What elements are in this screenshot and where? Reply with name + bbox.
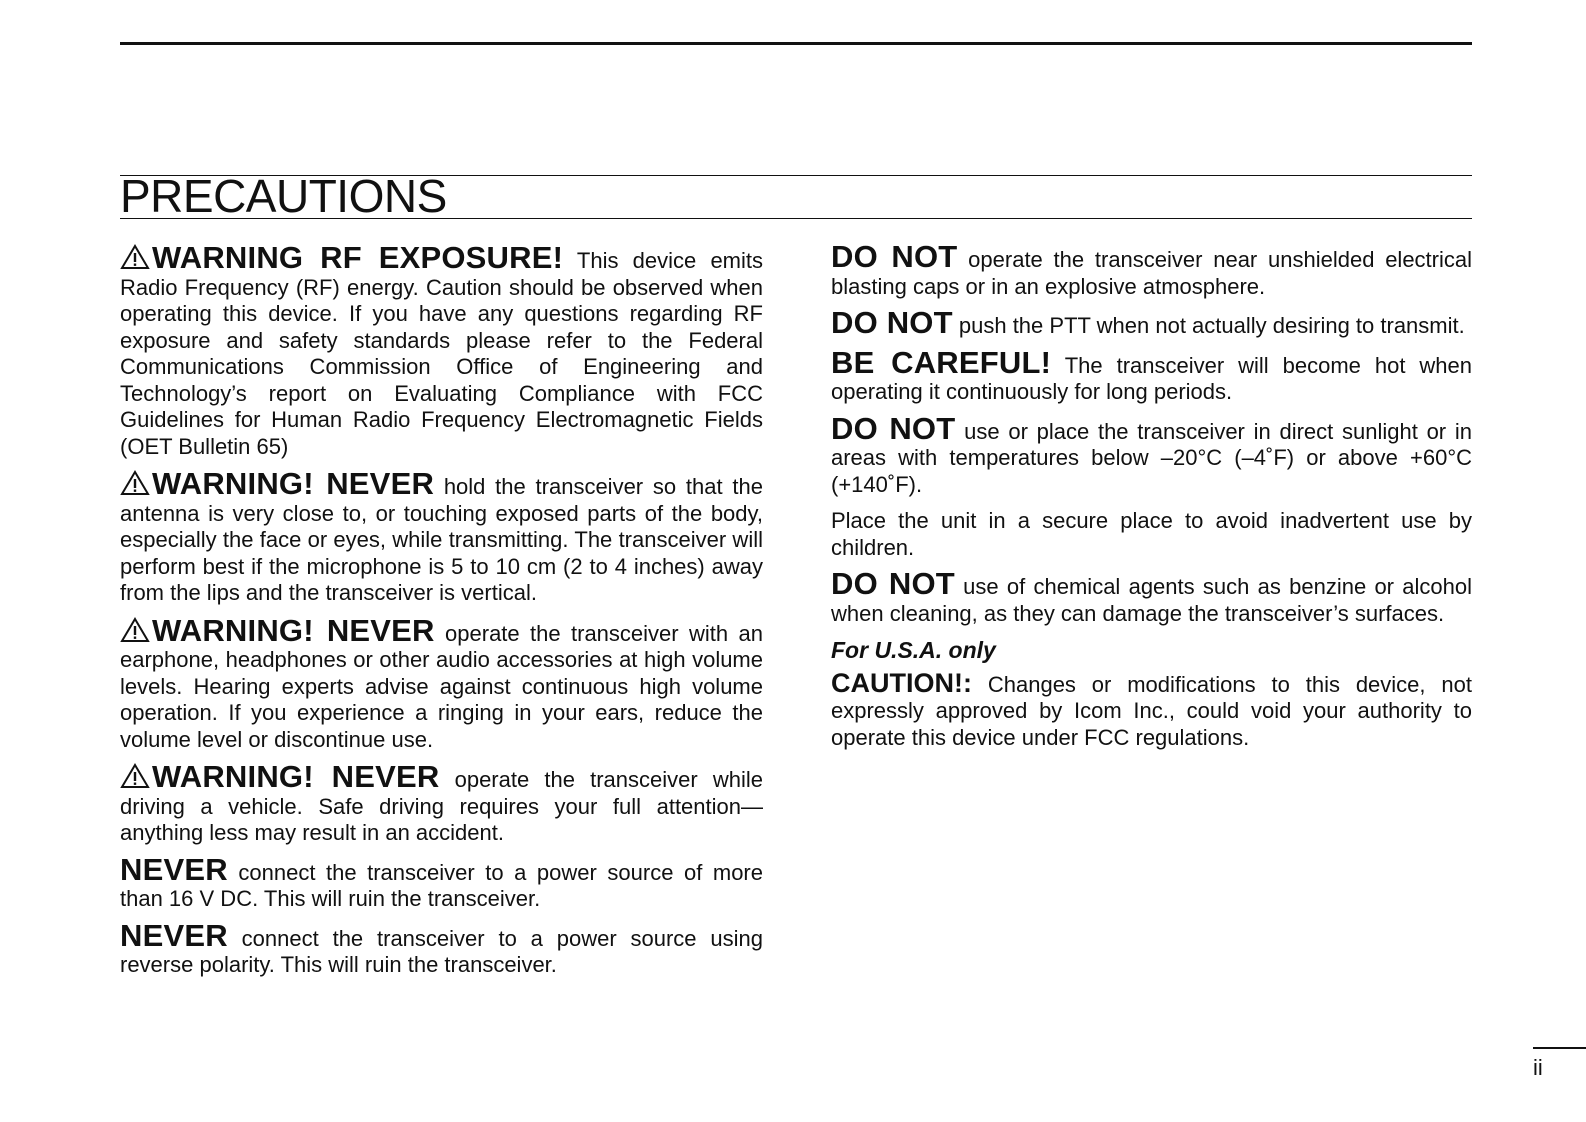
paragraph-text: operate the transceiver near unshielded electrical blasting caps or in an explosive atmosphere. bbox=[831, 247, 1473, 299]
paragraph-text: The transceiver will become hot when operating it continuously for long periods. bbox=[831, 352, 1472, 404]
page-number: ii bbox=[1533, 1055, 1543, 1080]
page-title: PRECAUTIONS bbox=[120, 170, 447, 222]
paragraph-text: connect the transceiver to a power source using reverse polarity. This will ruin the transceiver. bbox=[120, 925, 763, 977]
blasting-caps-caution bbox=[831, 239, 1473, 300]
paragraph-lead: DO NOT bbox=[831, 305, 953, 340]
paragraph-text: operate the transceiver while driving a vehicle. Safe driving requires your full attention—anything less may result in an accident. bbox=[120, 767, 763, 845]
power-voltage-caution bbox=[120, 851, 763, 913]
paragraph-text: hold the transceiver so that the antenna is very close to, or touching exposed parts of the body, especially the face or eyes, while transmitting. The transceiver will perform best if the microphone is 5 to 10 cm (2 to 4 inches) away from the lips and the transceiver is vertical. bbox=[120, 474, 763, 605]
page-number-rule bbox=[1533, 1047, 1586, 1049]
paragraph-lead: NEVER bbox=[120, 851, 228, 887]
rf-exposure-warning bbox=[120, 240, 764, 460]
warning-triangle-icon bbox=[120, 617, 150, 643]
warning-triangle-icon bbox=[120, 244, 150, 270]
secure-placement-note bbox=[831, 508, 1472, 561]
paragraph-text: use of chemical agents such as benzine or alcohol when cleaning, as they can damage the transceiver’s surfaces. bbox=[831, 574, 1472, 626]
right-column bbox=[831, 239, 1473, 761]
volume-warning bbox=[120, 612, 763, 754]
paragraph-lead: NEVER bbox=[120, 917, 228, 953]
paragraph-lead: WARNING! NEVER bbox=[152, 612, 435, 648]
paragraph-text: connect the transceiver to a power source of more than 16 V DC. This will ruin the transceiver. bbox=[120, 859, 763, 911]
paragraph-lead: DO NOT bbox=[831, 239, 958, 274]
fcc-caution bbox=[831, 667, 1472, 752]
ptt-caution bbox=[831, 305, 1472, 340]
antenna-warning bbox=[120, 466, 763, 607]
paragraph-lead: WARNING RF EXPOSURE! bbox=[152, 240, 564, 275]
paragraph-text: operate the transceiver with an earphone, headphones or other audio accessories at high volume levels. Hearing experts advise against continuous high volume operation. If you experience a ringing in your ears, reduce the volume level or discontinue use. bbox=[120, 620, 763, 752]
paragraph-text: Place the unit in a secure place to avoid inadvertent use by children. bbox=[831, 508, 1472, 560]
paragraph-text: Changes or modifications to this device, not expressly approved by Icom Inc., could void your authority to operate this device under FCC regulations. bbox=[831, 671, 1472, 750]
paragraph-lead: DO NOT bbox=[831, 566, 955, 601]
polarity-caution bbox=[120, 917, 763, 979]
left-column bbox=[120, 240, 764, 989]
driving-warning bbox=[120, 759, 763, 847]
warning-triangle-icon bbox=[120, 470, 150, 496]
paragraph-lead: WARNING! NEVER bbox=[152, 759, 440, 794]
top-rule bbox=[120, 42, 1472, 45]
paragraph-lead: BE CAREFUL! bbox=[831, 344, 1052, 380]
heat-caution bbox=[831, 344, 1472, 406]
paragraph-lead: WARNING! NEVER bbox=[152, 466, 435, 501]
usa-only-heading: For U.S.A. only bbox=[831, 637, 996, 663]
paragraph-lead: DO NOT bbox=[831, 410, 956, 446]
paragraph-lead: CAUTION!: bbox=[831, 667, 972, 698]
paragraph-text: use or place the transceiver in direct sunlight or in areas with temperatures below –20°C (–4˚F) or above +60°C (+140˚F). bbox=[831, 418, 1472, 497]
warning-triangle-icon bbox=[120, 763, 150, 789]
paragraph-text: This device emits Radio Frequency (RF) energy. Caution should be observed when operating this device. If you have any questions regarding RF exposure and safety standards please refer to the Federal Communications Commission Office of Engineering and Technology’s report on Evaluating Compliance with FCC Guidelines for Human Radio Frequency Electromagnetic Fields (OET Bulletin 65) bbox=[120, 248, 764, 459]
title-band bbox=[120, 170, 1472, 222]
paragraph-text: push the PTT when not actually desiring to transmit. bbox=[958, 313, 1465, 338]
chemical-caution bbox=[831, 566, 1472, 627]
temperature-caution bbox=[831, 410, 1472, 499]
